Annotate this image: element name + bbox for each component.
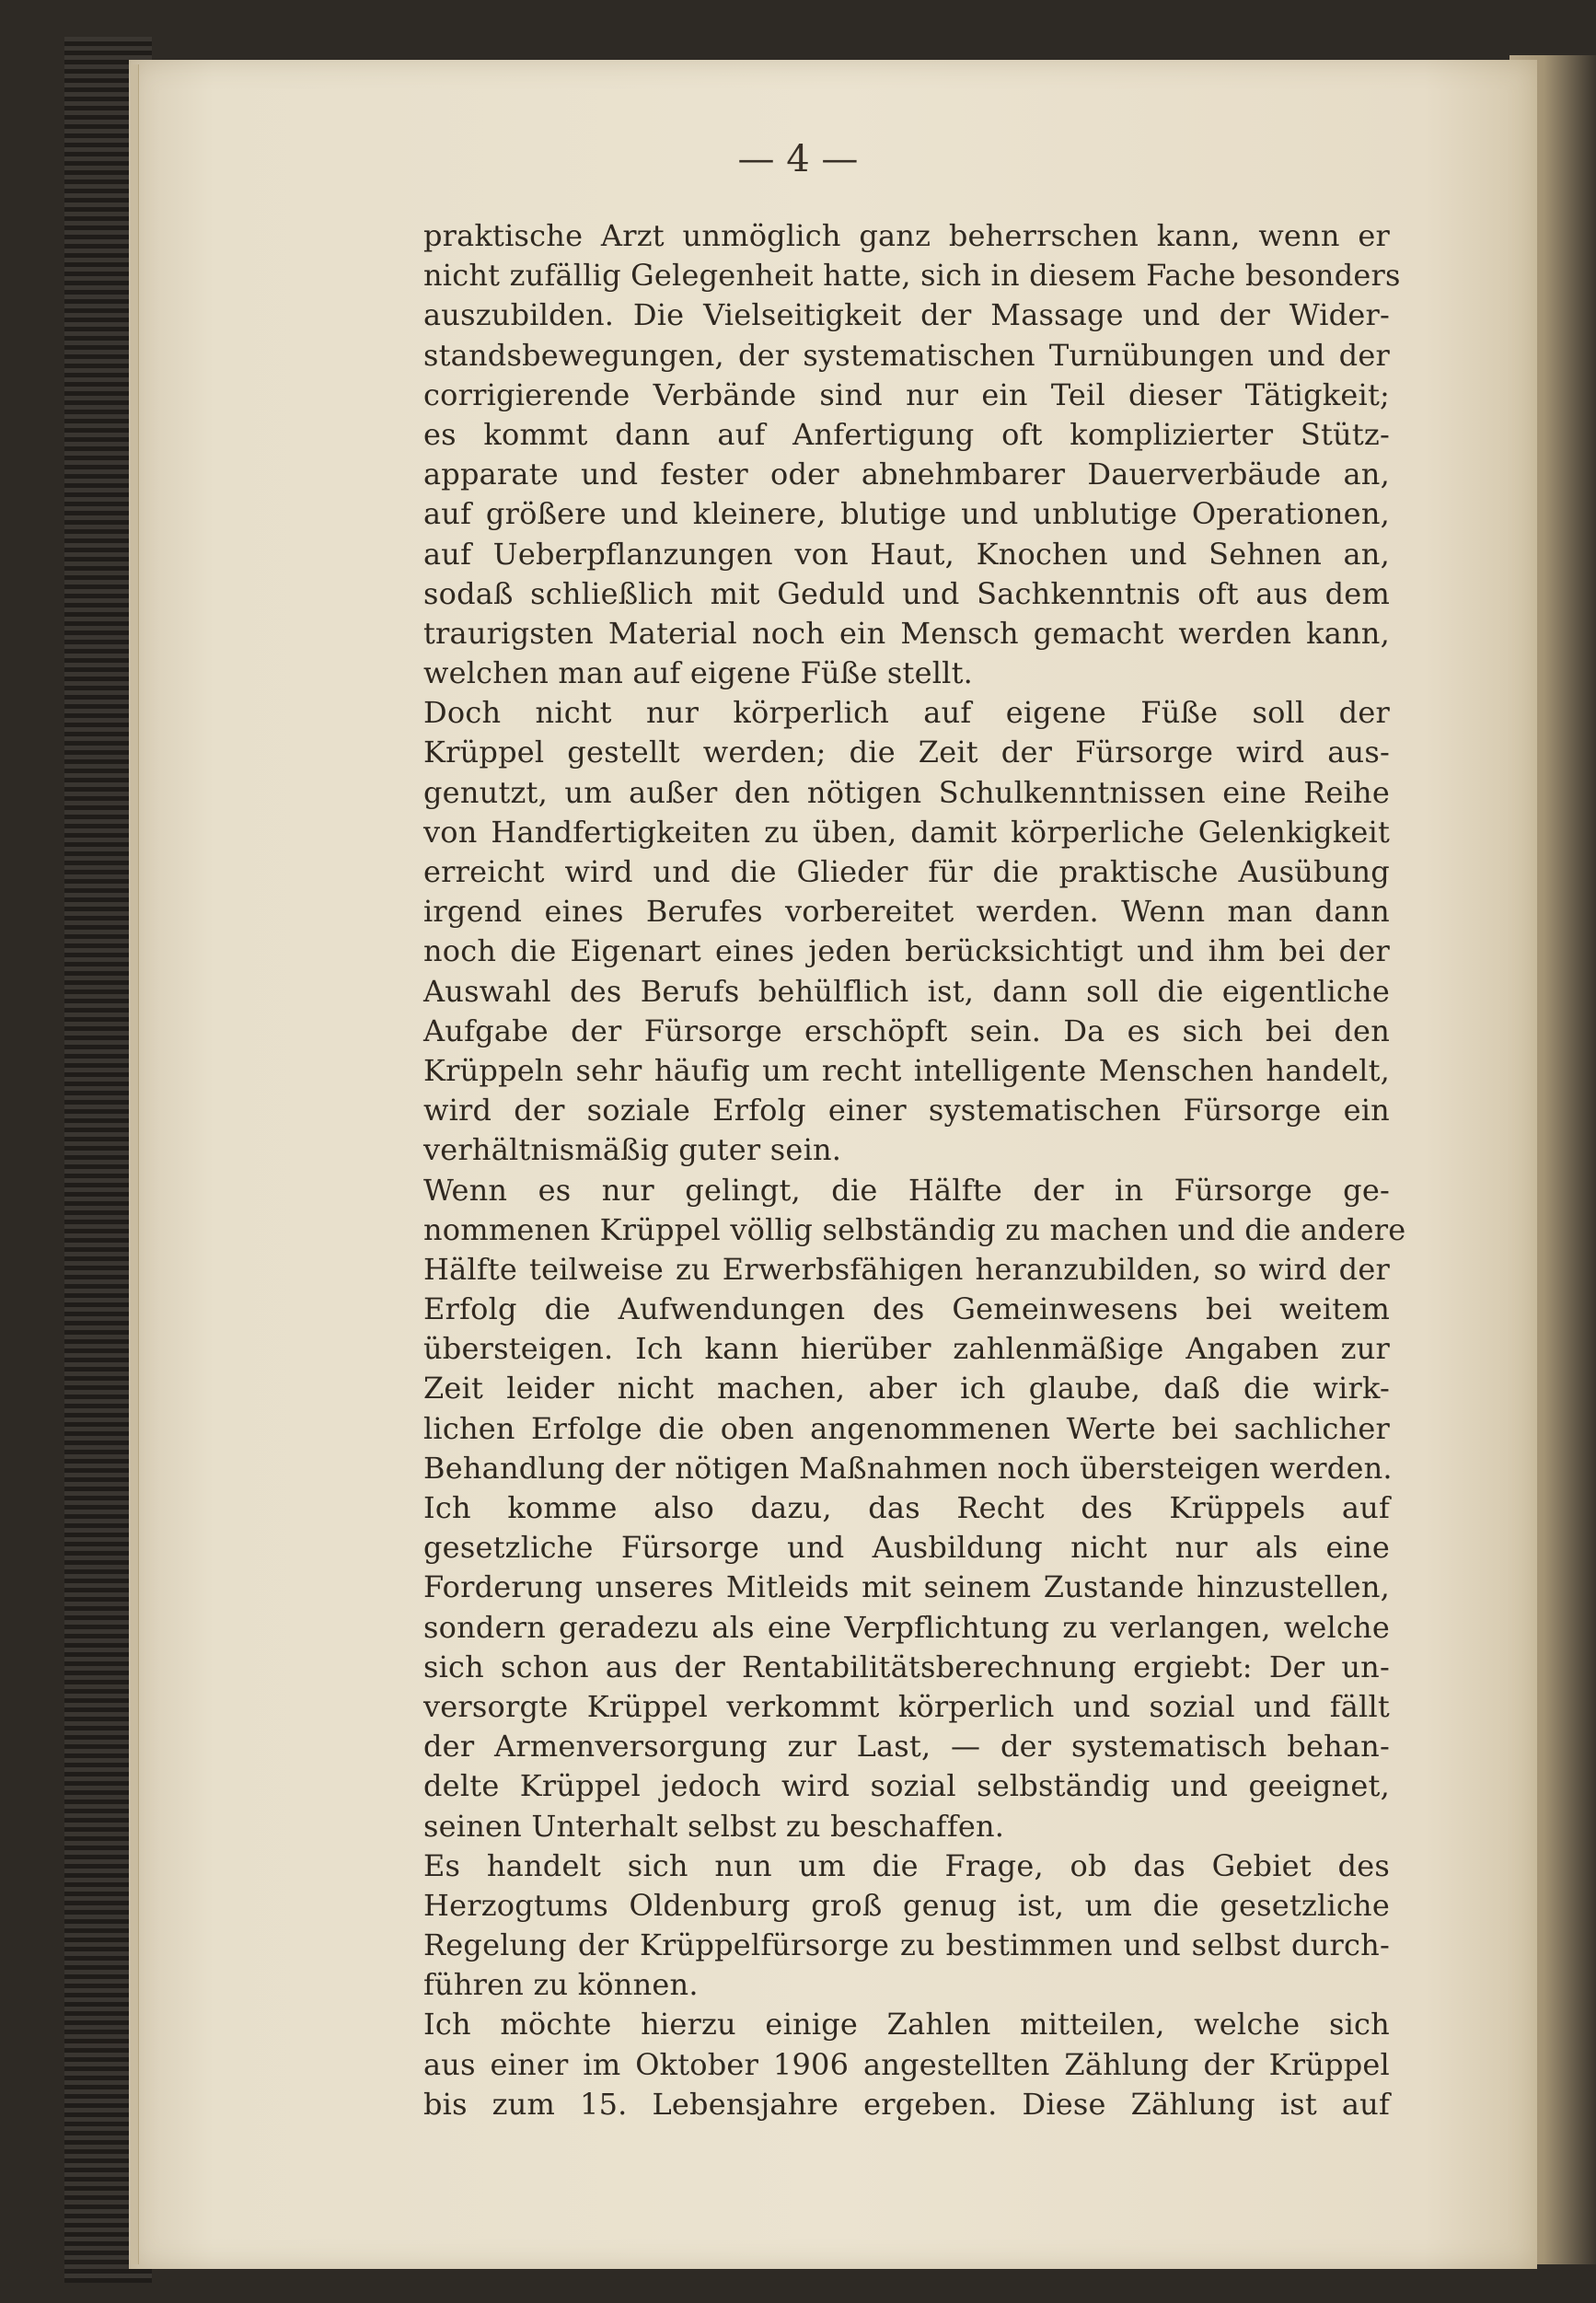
text-line: lichen Erfolge die oben angenommenen Werte bei sachlicher (423, 1410, 1390, 1446)
text-line: auf Ueberpflanzungen von Haut, Knochen und Sehnen an, (423, 536, 1390, 572)
text-line: Auswahl des Berufs behülflich ist, dann soll die eigentliche (423, 973, 1390, 1009)
text-line: auszubilden. Die Vielseitigkeit der Massage und der Wider- (423, 297, 1390, 333)
text-line: verhältnismäßig guter sein. (423, 1132, 842, 1168)
text-line: Zeit leider nicht machen, aber ich glaube, daß die wirk- (423, 1371, 1390, 1406)
text-line: irgend eines Berufes vorbereitet werden. Wenn man dann (423, 894, 1390, 930)
text-line: apparate und fester oder abnehmbarer Dauerverbäude an, (423, 457, 1390, 492)
text-line: bis zum 15. Lebensjahre ergeben. Diese Zählung ist auf (423, 2086, 1390, 2122)
text-line: Behandlung der nötigen Maßnahmen noch übersteigen werden. (423, 1450, 1393, 1486)
text-line: noch die Eigenart eines jeden berücksichtigt und ihm bei der (423, 933, 1390, 969)
text-line: sodaß schließlich mit Geduld und Sachkenntnis oft aus dem (423, 575, 1390, 611)
text-line: praktische Arzt unmöglich ganz beherrschen kann, wenn er (423, 218, 1390, 253)
text-line: versorgte Krüppel verkommt körperlich und sozial und fällt (423, 1688, 1390, 1724)
text-line: Doch nicht nur körperlich auf eigene Füße soll der (423, 695, 1390, 731)
text-line: Krüppel gestellt werden; die Zeit der Fürsorge wird aus- (423, 735, 1390, 770)
text-line: aus einer im Oktober 1906 angestellten Zählung der Krüppel (423, 2046, 1390, 2082)
text-line: von Handfertigkeiten zu üben, damit körperliche Gelenkigkeit (423, 814, 1390, 850)
text-line: Wenn es nur gelingt, die Hälfte der in Fürsorge ge- (423, 1172, 1390, 1208)
text-line: standsbewegungen, der systematischen Turnübungen und der (423, 337, 1390, 373)
text-line: wird der soziale Erfolg einer systematischen Fürsorge ein (423, 1093, 1390, 1128)
page-number: — 4 — (737, 138, 859, 180)
text-line: Herzogtums Oldenburg groß genug ist, um die gesetzliche (423, 1887, 1390, 1923)
text-line: gesetzliche Fürsorge und Ausbildung nicht nur als eine (423, 1530, 1390, 1566)
text-line: Krüppeln sehr häufig um recht intelligente Menschen handelt, (423, 1052, 1390, 1088)
text-line: welchen man auf eigene Füße stellt. (423, 655, 974, 691)
text-line: corrigierende Verbände sind nur ein Teil dieser Tätigkeit; (423, 376, 1390, 412)
text-line: genutzt, um außer den nötigen Schulkenntnissen eine Reihe (423, 774, 1390, 810)
text-line: traurigsten Material noch ein Mensch gemacht werden kann, (423, 615, 1390, 651)
text-line: seinen Unterhalt selbst zu beschaffen. (423, 1808, 1005, 1844)
text-line: Es handelt sich nun um die Frage, ob das Gebiet des (423, 1847, 1390, 1883)
body-text (423, 216, 1406, 2124)
text-line: sondern geradezu als eine Verpflichtung zu verlangen, welche (423, 1609, 1390, 1645)
text-line: nommenen Krüppel völlig selbständig zu machen und die andere (423, 1211, 1406, 1247)
text-line: sich schon aus der Rentabilitätsberechnung ergiebt: Der un- (423, 1649, 1390, 1684)
text-line: der Armenversorgung zur Last, — der systematisch behan- (423, 1729, 1390, 1765)
text-line: Ich möchte hierzu einige Zahlen mitteilen, welche sich (423, 2007, 1390, 2043)
text-line: übersteigen. Ich kann hierüber zahlenmäßige Angaben zur (423, 1331, 1390, 1367)
text-line: nicht zufällig Gelegenheit hatte, sich in diesem Fache besonders (423, 258, 1401, 294)
text-line: Ich komme also dazu, das Recht des Krüppels auf (423, 1490, 1390, 1525)
page-gutter (131, 64, 139, 2264)
text-line: führen zu können. (423, 1967, 699, 2003)
text-line: auf größere und kleinere, blutige und unblutige Operationen, (423, 496, 1390, 532)
text-line: Erfolg die Aufwendungen des Gemeinwesens bei weitem (423, 1291, 1390, 1327)
text-line: es kommt dann auf Anfertigung oft komplizierter Stütz- (423, 416, 1390, 452)
text-line: delte Krüppel jedoch wird sozial selbständig und geeignet, (423, 1768, 1390, 1804)
text-line: Aufgabe der Fürsorge erschöpft sein. Da es sich bei den (423, 1013, 1390, 1048)
text-line: Regelung der Krüppelfürsorge zu bestimmen und selbst durch- (423, 1927, 1390, 1963)
text-line: Forderung unseres Mitleids mit seinem Zustande hinzustellen, (423, 1569, 1390, 1605)
text-line: Hälfte teilweise zu Erwerbsfähigen heranzubilden, so wird der (423, 1251, 1390, 1287)
text-line: erreicht wird und die Glieder für die praktische Ausübung (423, 854, 1390, 889)
